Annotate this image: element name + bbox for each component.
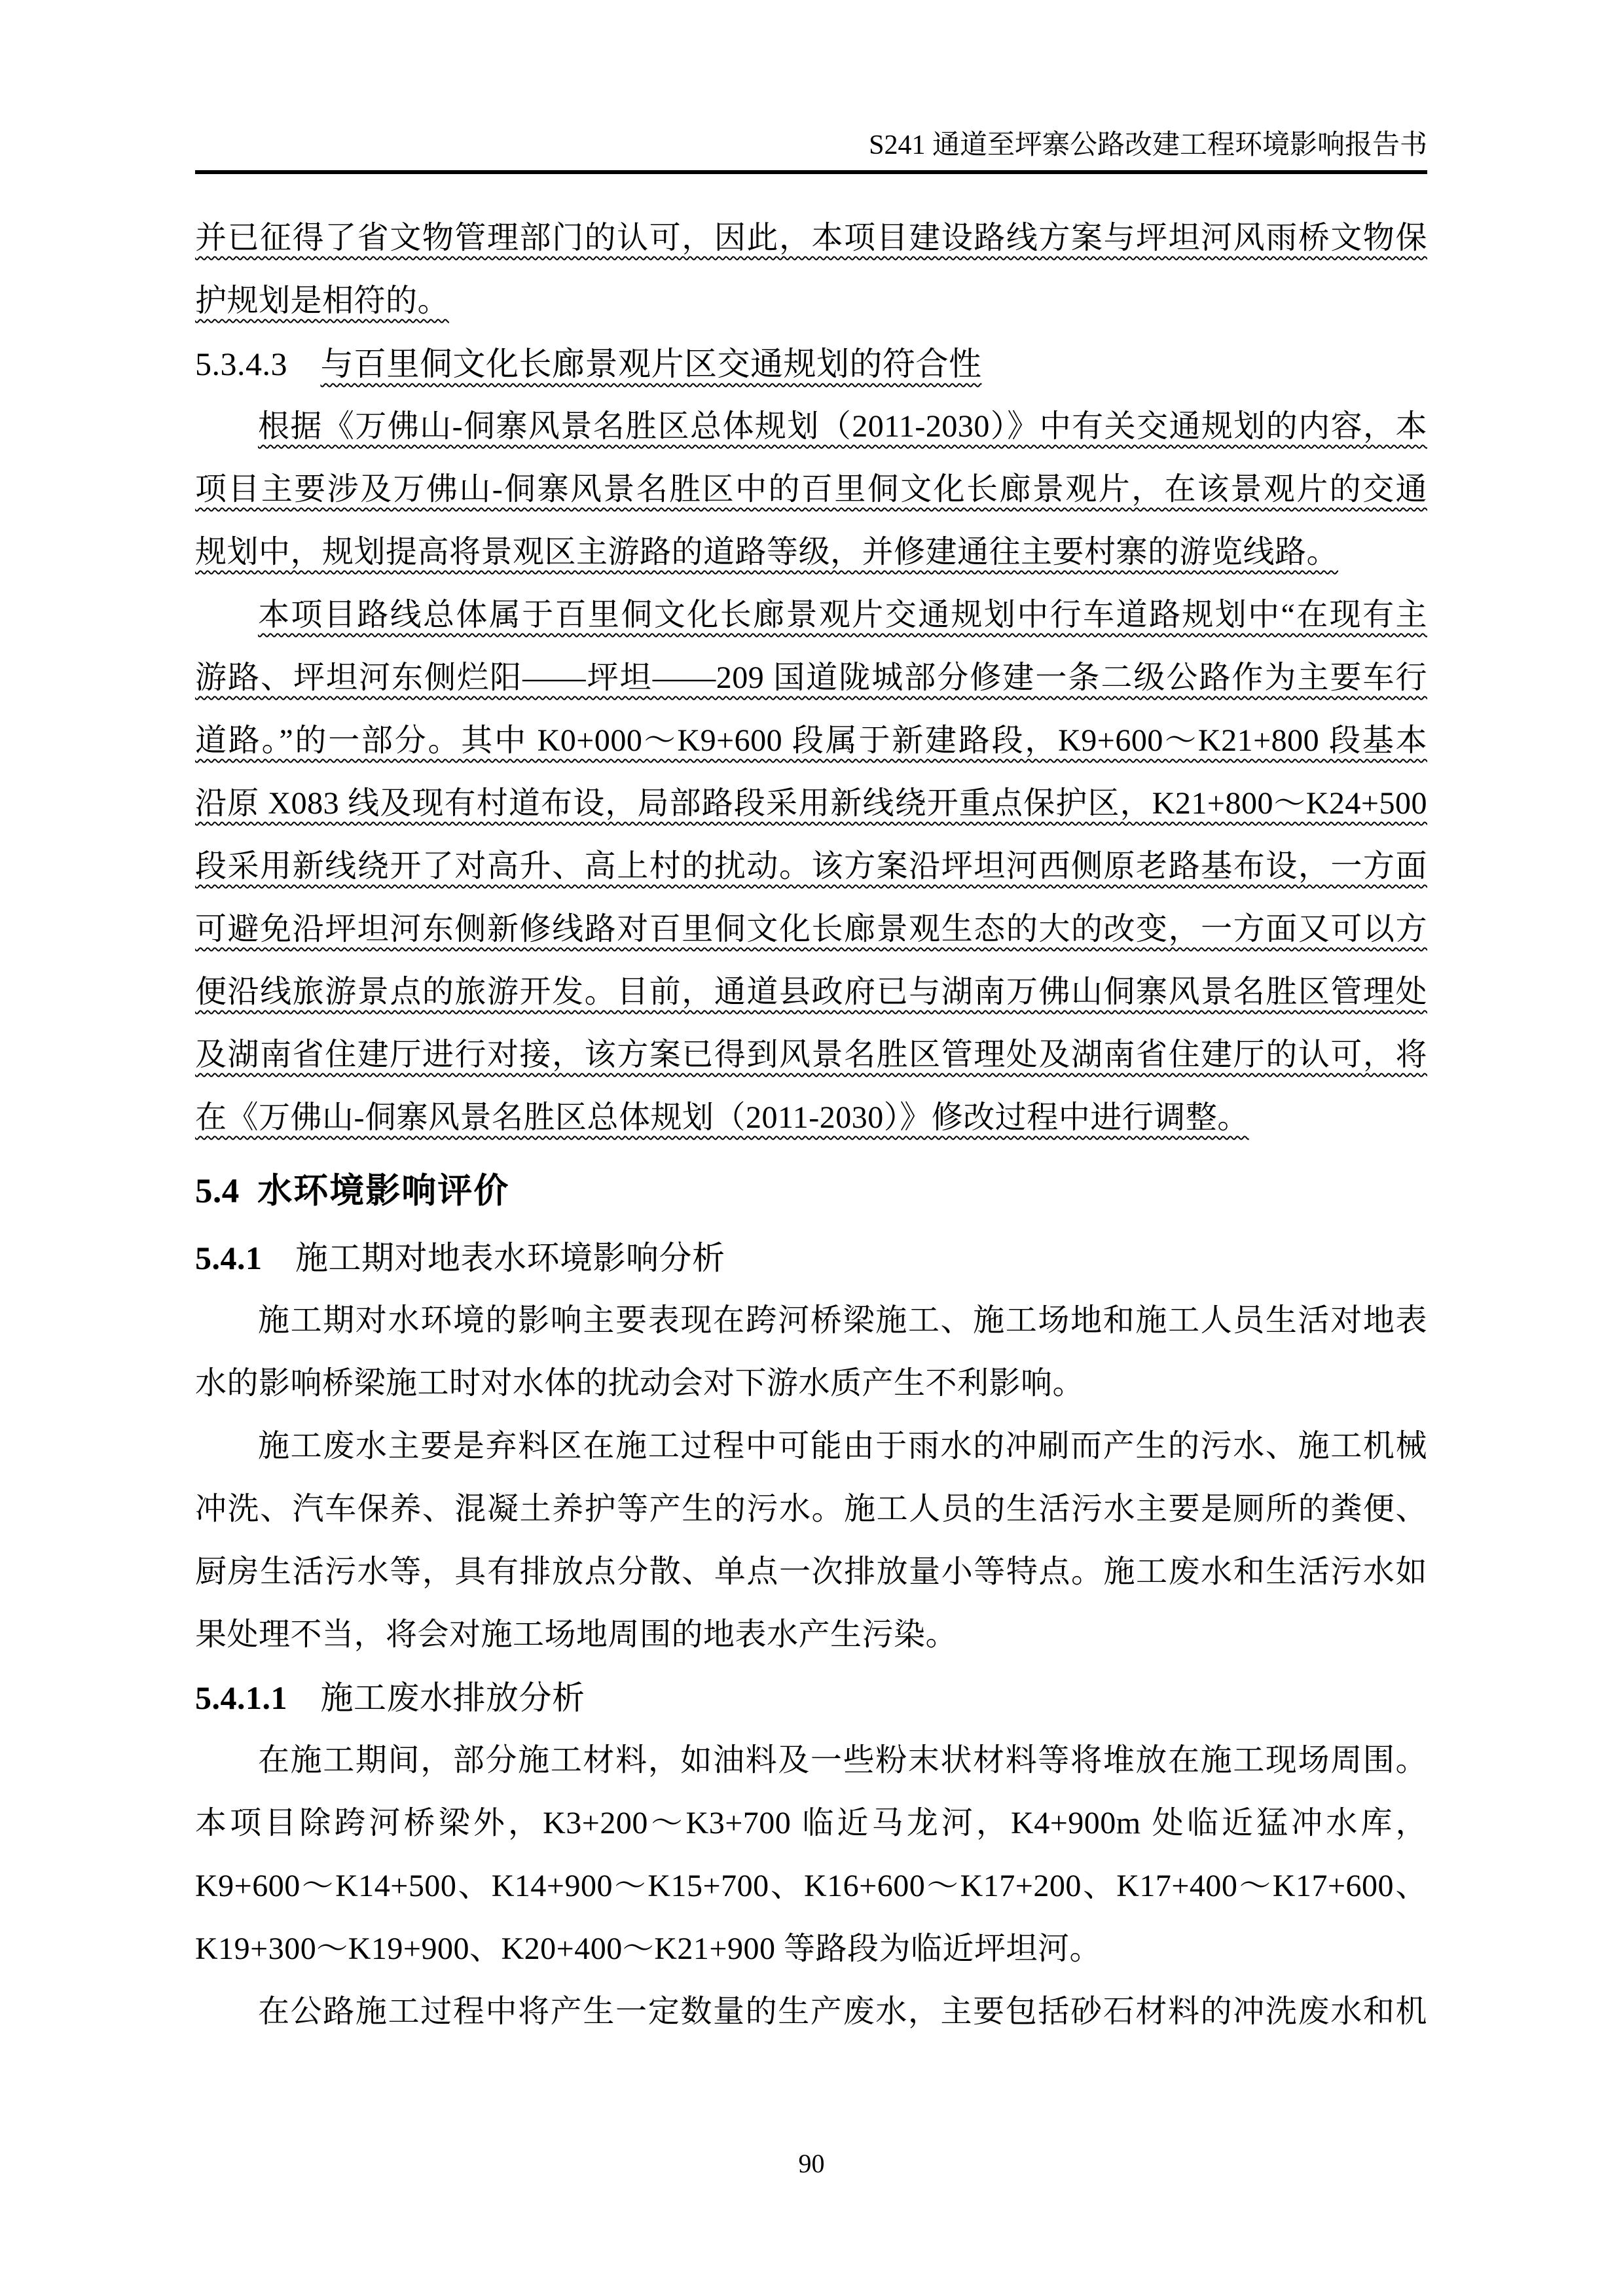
section-heading-5-4-1-1 (195, 1666, 1427, 1729)
revision-marked-text: 及湖南省住建厅进行对接，该方案已得到风景名胜区管理处及湖南省住建厅的认可，将 (195, 1037, 1427, 1072)
text-segment: 5.3.4.3 (195, 346, 321, 382)
revision-marked-text: 可避免沿坪坦河东侧新修线路对百里侗文化长廊景观生态的大的改变，一方面又可以方 (195, 912, 1427, 946)
paragraph-line (195, 395, 1427, 458)
content-lines (195, 207, 1427, 2043)
text-segment: 5.4.1.1 (195, 1679, 287, 1716)
revision-marked-text: 便沿线旅游景点的旅游开发。目前，通道县政府已与湖南万佛山侗寨风景名胜区管理处 (195, 975, 1427, 1009)
text-segment: 冲洗、汽车保养、混凝土养护等产生的污水。施工人员的生活污水主要是厕所的粪便、 (195, 1492, 1427, 1526)
text-segment: 果处理不当，将会对施工场地周围的地表水产生污染。 (195, 1617, 958, 1652)
paragraph-line (195, 961, 1427, 1024)
paragraph-line (195, 1478, 1427, 1541)
text-segment: 施工期对水环境的影响主要表现在跨河桥梁施工、施工场地和施工人员生活对地表 (258, 1303, 1427, 1338)
revision-marked-text: 本项目路线总体属于百里侗文化长廊景观片交通规划中行车道路规划中“在现有主 (258, 598, 1427, 632)
revision-marked-text: 在《万佛山-侗寨风景名胜区总体规划（2011-2030）》修改过程中进行调整。 (195, 1100, 1249, 1135)
paragraph-line (195, 1792, 1427, 1855)
revision-marked-text: 游路、坪坦河东侧烂阳——坪坦——209 国道陇城部分修建一条二级公路作为主要车行 (195, 660, 1427, 695)
revision-marked-text: 项目主要涉及万佛山-侗寨风景名胜区中的百里侗文化长廊景观片，在该景观片的交通 (195, 472, 1427, 507)
page-header (195, 128, 1427, 174)
section-heading-5-4 (195, 1160, 1427, 1223)
paragraph-line (195, 584, 1427, 647)
text-segment: 本项目除跨河桥梁外，K3+200～K3+700 临近马龙河，K4+900m 处临近猛冲水库， (195, 1806, 1427, 1840)
paragraph-line (195, 1604, 1427, 1666)
text-segment: 水的影响桥梁施工时对水体的扰动会对下游水质产生不利影响。 (195, 1366, 1085, 1401)
revision-marked-text: 段采用新线绕开了对高升、高上村的扰动。该方案沿坪坦河西侧原老路基布设，一方面 (195, 849, 1427, 884)
text-segment: K9+600～K14+500、K14+900～K15+700、K16+600～K17+200、K17+400～K17+600、 (195, 1869, 1427, 1903)
section-heading-5-3-4-3 (195, 332, 1427, 395)
paragraph-line (195, 458, 1427, 521)
revision-marked-text: 沿原 X083 线及现有村道布设，局部路段采用新线绕开重点保护区，K21+800～K24+500 (195, 786, 1427, 821)
text-segment: 施工废水主要是弃料区在施工过程中可能由于雨水的冲刷而产生的污水、施工机械 (258, 1429, 1427, 1463)
paragraph-line (195, 709, 1427, 772)
paragraph-line (195, 772, 1427, 835)
page-footer (0, 2148, 1623, 2179)
page-number: 90 (798, 2149, 825, 2178)
paragraph-line (195, 270, 1427, 332)
text-segment: 水环境影响评价 (257, 1172, 510, 1210)
paragraph-line (195, 1352, 1427, 1415)
text-segment: 5.4.1 (195, 1240, 263, 1276)
text-segment: 5.4 (195, 1172, 258, 1210)
text-segment: 在公路施工过程中将产生一定数量的生产废水，主要包括砂石材料的冲洗废水和机 (258, 1994, 1427, 2029)
paragraph-line (195, 835, 1427, 898)
paragraph-line (195, 1729, 1427, 1792)
paragraph-line (195, 898, 1427, 961)
paragraph-line (195, 1541, 1427, 1604)
revision-marked-text: 规划中，规划提高将景观区主游路的道路等级，并修建通往主要村寨的游览线路。 (195, 535, 1339, 569)
text-segment: 厨房生活污水等，具有排放点分散、单点一次排放量小等特点。施工废水和生活污水如 (195, 1554, 1427, 1589)
paragraph-line (195, 1981, 1427, 2043)
paragraph-line (195, 1918, 1427, 1981)
section-heading-5-4-1 (195, 1227, 1427, 1289)
paragraph-line (195, 1855, 1427, 1918)
revision-marked-text: 与百里侗文化长廊景观片区交通规划的符合性 (320, 346, 982, 382)
report-title: S241 通道至坪寨公路改建工程环境影响报告书 (869, 130, 1427, 160)
revision-marked-text: 道路。”的一部分。其中 K0+000～K9+600 段属于新建路段，K9+600～K21+800 段基本 (195, 723, 1427, 758)
revision-marked-text: 护规划是相符的。 (195, 283, 450, 318)
text-segment: 施工期对地表水环境影响分析 (262, 1240, 725, 1276)
paragraph-line (195, 521, 1427, 584)
paragraph-line (195, 1289, 1427, 1352)
paragraph-line (195, 647, 1427, 709)
paragraph-line (195, 1086, 1427, 1149)
revision-marked-text: 根据《万佛山-侗寨风景名胜区总体规划（2011-2030）》中有关交通规划的内容，本 (258, 409, 1427, 444)
text-segment: 施工废水排放分析 (287, 1679, 585, 1716)
revision-marked-text: 并已征得了省文物管理部门的认可，因此，本项目建设路线方案与坪坦河风雨桥文物保 (195, 221, 1427, 255)
paragraph-line (195, 1024, 1427, 1086)
text-segment: K19+300～K19+900、K20+400～K21+900 等路段为临近坪坦河。 (195, 1931, 1101, 1966)
paragraph-line (195, 1415, 1427, 1478)
text-segment: 在施工期间，部分施工材料，如油料及一些粉末状材料等将堆放在施工现场周围。 (258, 1743, 1427, 1778)
paragraph-line (195, 207, 1427, 270)
